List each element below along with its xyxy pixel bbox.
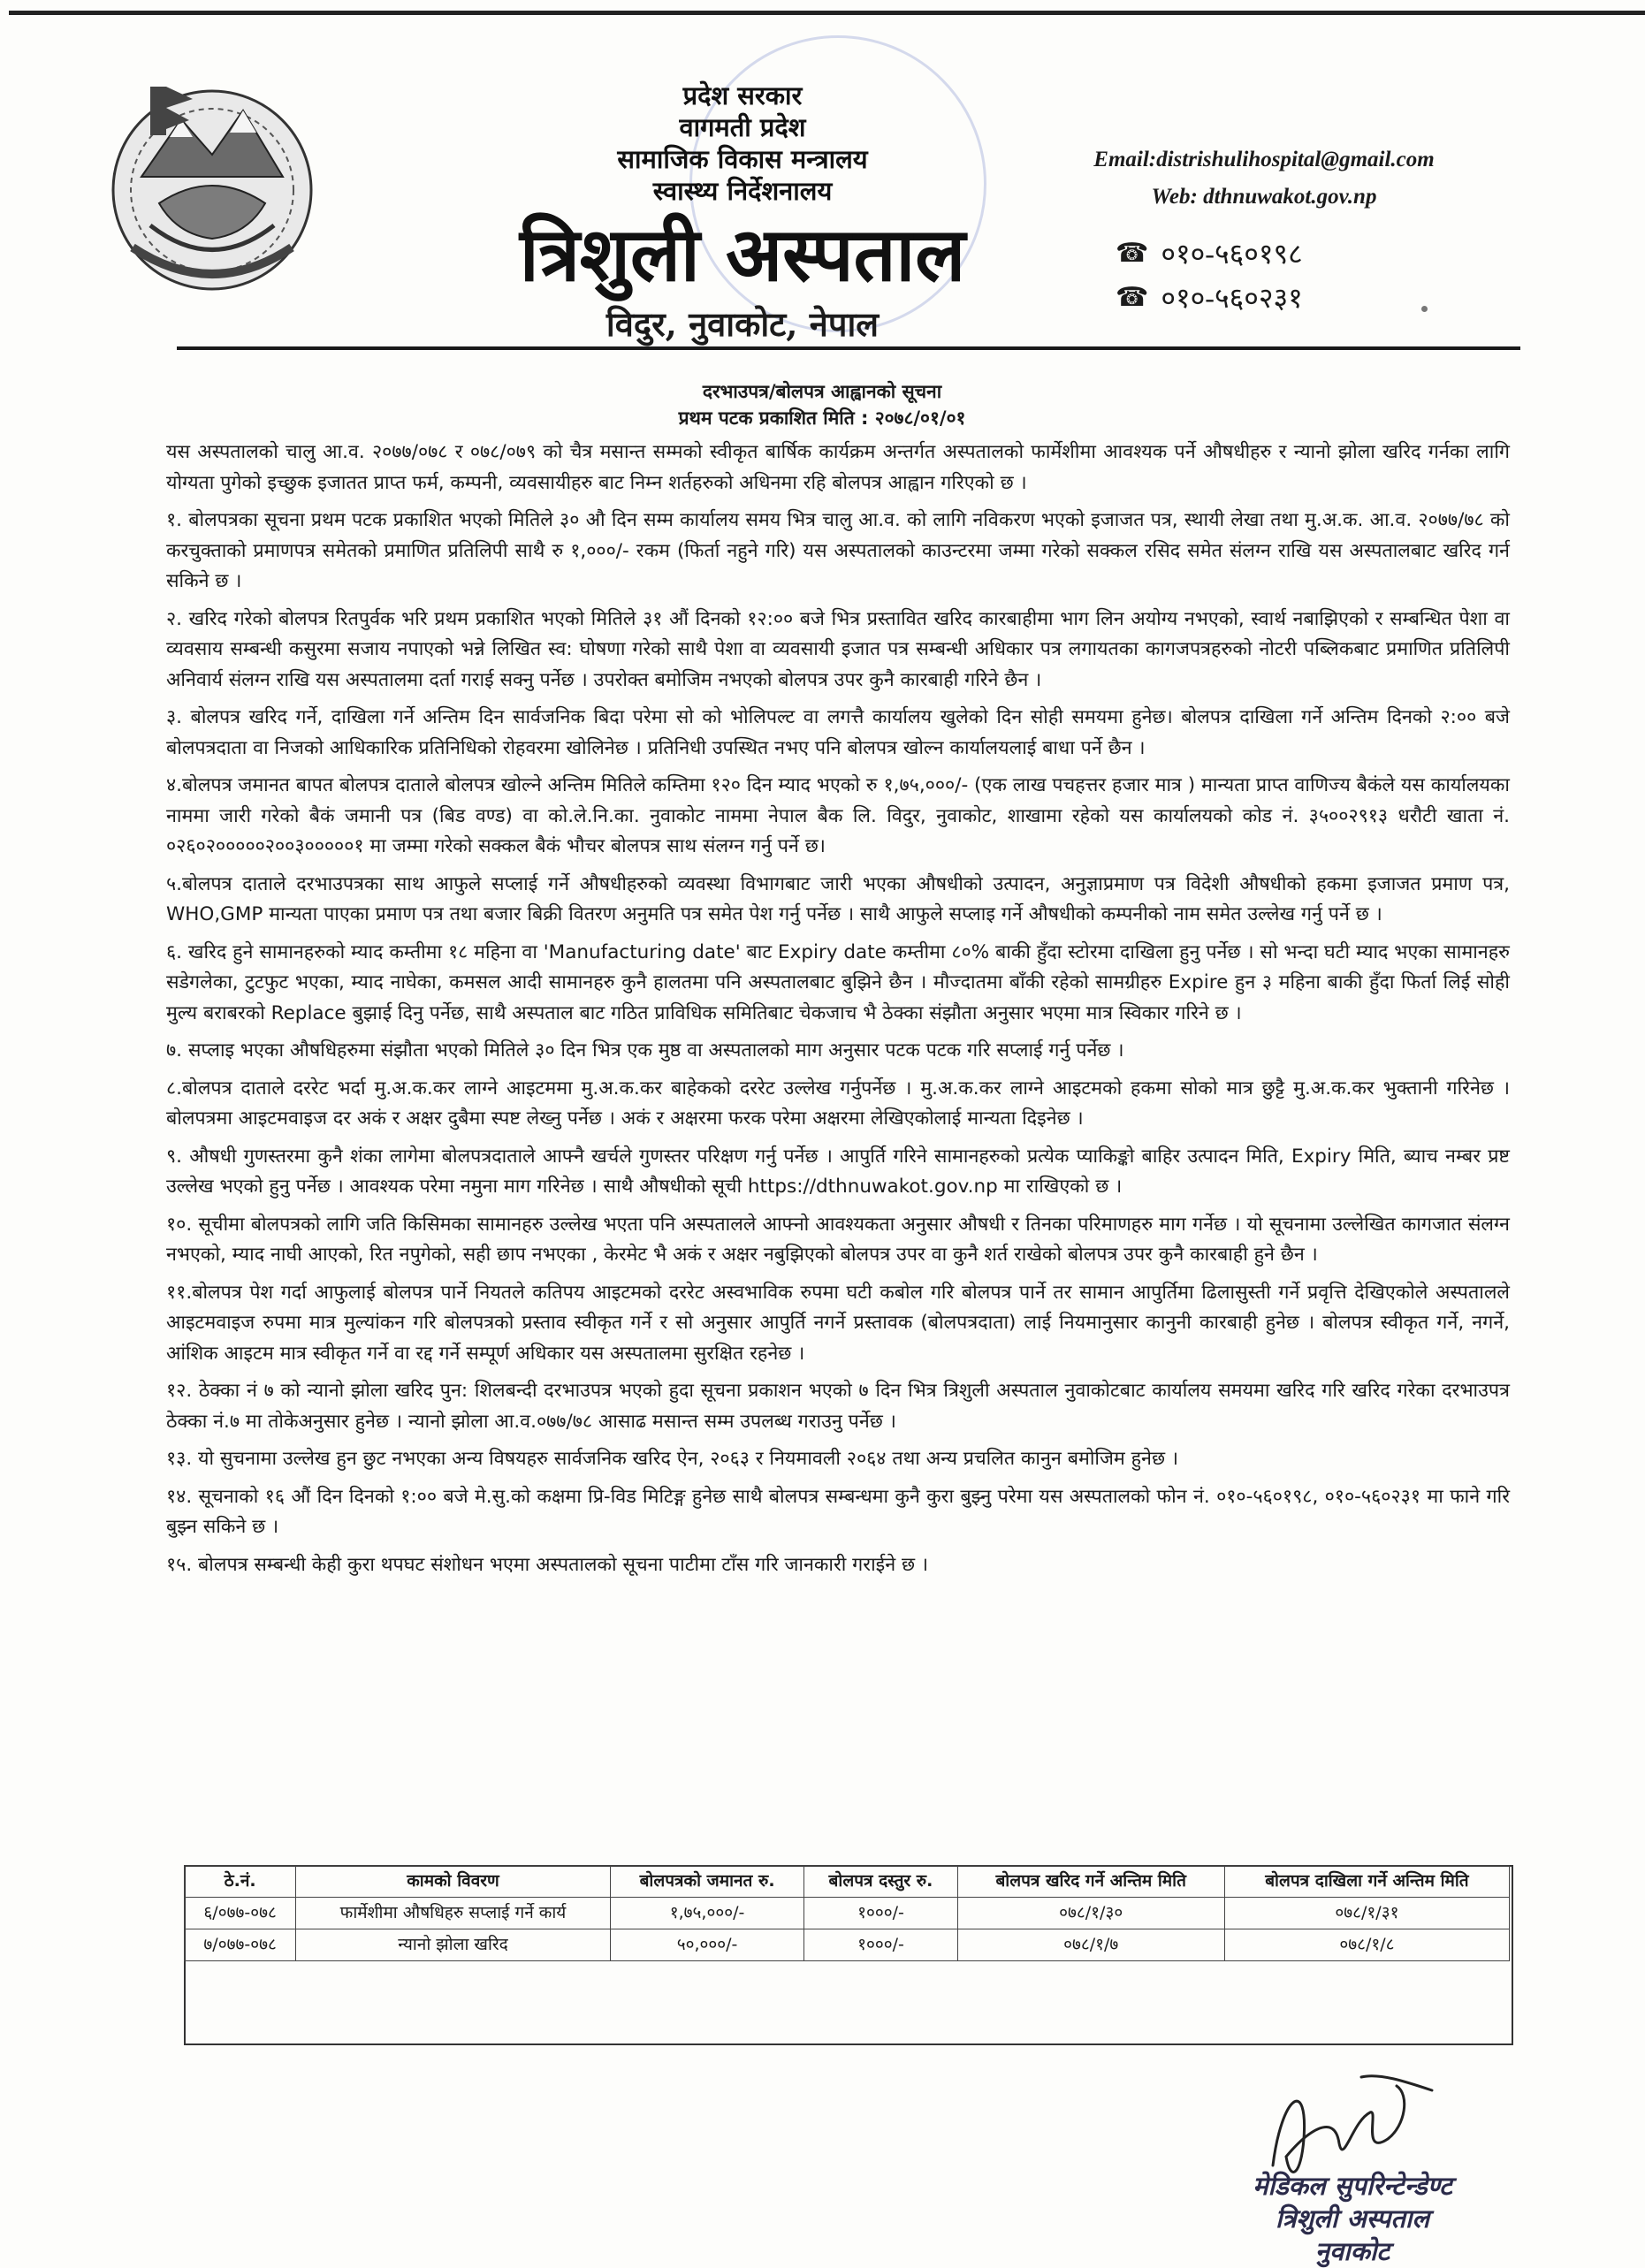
tender-table [184,1865,1510,1961]
gov-line-1: प्रदेश सरकार [682,80,803,110]
table-row [185,1929,1510,1961]
contact-block [1078,141,1450,216]
hospital-location: विदुर, नुवाकोट, नेपाल [605,304,880,344]
condition-10: १०. सूचीमा बोलपत्रको लागि जति किसिमका सामानहरु उल्लेख भएता पनि अस्पतालले आफ्नो आवश्यकता अनुसार औषधी र तिनका परिमाणहरु माग गर्नेछ । यो सूचनामा उल्लेखित कागजात संलग्न नभएको, म्याद नाघी आएको, रित नपुगेको, सही छाप नभएका , केरमेट भै अकं र अक्षर नबुझिएको बोलपत्र उपर वा कुनै शर्त राखेको बोलपत्र उपर कुनै कारबाही हुने छैन । [166,1213,1510,1266]
notice-heading [495,378,1149,431]
gov-line-4: स्वास्थ्य निर्देशनालय [652,176,833,206]
cell-bid-fee: १०००/- [804,1898,957,1929]
condition-13: १३. यो सुचनामा उल्लेख हुन छुट नभएका अन्य विषयहरु सार्वजनिक खरिद ऐन, २०६३ र नियमावली २०६४ तथा अन्य प्रचलित कानुन बमोजिम हुनेछ । [166,1448,1179,1470]
seal-hospital: त्रिशुली अस्पताल [1275,2203,1430,2234]
condition-14: १४. सूचनाको १६ औं दिन दिनको १:०० बजे मे.सु.को कक्षमा प्रि-विड मिटिङ्ग हुनेछ साथै बोलपत्र सम्बन्धमा कुनै कुरा बुझ्नु परेमा यस अस्पतालको फोन नं. ०१०-५६०१९८, ०१०-५६०२३१ मा फाने गरि बुझ्न सकिने छ । [166,1485,1510,1538]
condition-6: ६. खरिद हुने सामानहरुको म्याद कम्तीमा १८ महिना वा 'Manufacturing date' बाट Expiry date कम्तीमा ८०% बाकी हुँदा स्टोरमा दाखिला हुनु पर्नेछ । सो भन्दा घटी म्याद भएका सामानहरु सडेगलेका, टुटफुट भएका, म्याद नाघेका, कमसल आदी सामानहरु कुनै हालतमा पनि अस्पतालबाट बुझिने छैन । मौज्दातमा बाँकी रहेको सामग्रीहरु Expire हुन ३ महिना बाकी हुँदा फिर्ता लिई सोही मुल्य बराबरको Replace बुझाई दिनु पर्नेछ, साथै अस्पताल बाट गठित प्राविधिक समितिबाट चेकजाच भै ठेक्का संझौता अनुसार भएमा मात्र स्विकार गरिने छ । [166,940,1510,1024]
cell-contract-no: ७/०७७-०७८ [185,1929,296,1961]
cell-description: न्यानो झोला खरिद [296,1929,610,1961]
col-contract-no: ठे.नं. [185,1866,296,1898]
condition-7: ७. सप्लाइ भएका औषधिहरुमा संझौता भएको मितिले ३० दिन भित्र एक मुष्ठ वा अस्पतालको माग अनुसार पटक पटक गरि सप्लाई गर्नु पर्नेछ । [166,1039,1124,1062]
phone-row-2 [1116,276,1303,320]
top-border-line [9,11,1645,15]
cell-bid-fee: १०००/- [804,1929,957,1961]
condition-11: ११.बोलपत्र पेश गर्दा आफुलाई बोलपत्र पार्ने नियतले कतिपय आइटमको दररेट अस्वभाविक रुपमा घटी कबोल गरि बोलपत्र पार्ने तर सामान आपुर्तिमा ढिलासुस्ती गर्ने प्रवृत्ति देखिएकोले अस्पतालले आइटमवाइज रुपमा मात्र मुल्यांकन गरि बोलपत्रको प्रस्ताव स्वीकृत गर्ने र सो अनुसार आपुर्ति नगर्ने प्रस्तावक (बोलपत्रदाता) लाई नियमानुसार कानुनी कारबाही हुनेछ । बोलपत्र स्वीकृत गर्ने, नगर्ने, आंशिक आइटम मात्र स्वीकृत गर्ने वा रद्द गर्ने सम्पूर्ण अधिकार यस अस्पतालमा सुरक्षित रहनेछ । [166,1281,1510,1365]
phone-row-1 [1116,232,1303,276]
col-purchase-deadline: बोलपत्र खरिद गर्ने अन्तिम मिति [957,1866,1224,1898]
cell-description: फार्मेशीमा औषधिहरु सप्लाई गर्ने कार्य [296,1898,610,1929]
condition-15: १५. बोलपत्र सम्बन्धी केही कुरा थपघट संशोधन भएमा अस्पतालको सूचना पाटीमा टाँस गरि जानकारी गराईने छ । [166,1553,929,1576]
gov-line-2: वागमती प्रदेश [679,112,806,142]
notice-body [166,438,1510,1587]
telephone-icon: ☎ [1116,283,1149,312]
condition-1: १. बोलपत्रका सूचना प्रथम पटक प्रकाशित भएको मितिले ३० औ दिन सम्म कार्यालय समय भित्र चालु आ.व. को लागि नविकरण भएको इजाजत पत्र, स्थायी लेखा तथा मु.अ.क. आ.व. २०७७/७८ को करचुक्ताको प्रमाणपत्र समेतको प्रमाणित प्रतिलिपी साथै रु १,०००/- रकम (फिर्ता नहुने गरि) यस अस्पतालको काउन्टरमा जम्मा गरेको सक्कल रसिद समेत संलग्न राखि यस अस्पतालबाट खरिद गर्न सकिने छ । [166,509,1510,592]
condition-2: २. खरिद गरेको बोलपत्र रितपुर्वक भरि प्रथम प्रकाशित भएको मितिले ३१ औं दिनको १२:०० बजे भित्र प्रस्तावित खरिद कारबाहीमा भाग लिन अयोग्य नभएको, स्वार्थ नबाझिएको र सम्बन्धित पेशा वा व्यवसाय सम्बन्धी कसुरमा सजाय नपाएको भन्ने लिखित स्व: घोषणा गरेको साथै पेशा वा व्यवसायी इजात पत्र सम्बन्धी अधिकार पत्र लगायतका कागजपत्रहरुको नोटरी पब्लिकबाट प्रमाणित प्रतिलिपी अनिवार्य संलग्न राखि यस अस्पतालमा दर्ता गराई सक्नु पर्नेछ । उपरोक्त बमोजिम नभएको बोलपत्र उपर कुनै कारबाही गरिने छैन । [166,607,1510,691]
telephone-icon: ☎ [1116,239,1149,268]
hospital-name: त्रिशुली अस्पताल [519,210,966,298]
condition-8: ८.बोलपत्र दाताले दररेट भर्दा मु.अ.क.कर लाग्ने आइटममा मु.अ.क.कर बाहेकको दररेट उल्लेख गर्नुपर्नेछ । मु.अ.क.कर लाग्ने आइटमको हकमा सोको मात्र छुट्टै मु.अ.क.कर भुक्तानी गरिनेछ । बोलपत्रमा आइटमवाइज दर अकं र अक्षर दुबैमा स्पष्ट लेख्नु पर्नेछ । अकं र अक्षरमा फरक परेमा अक्षरमा लेखिएकोलाई मान्यता दिइनेछ । [166,1077,1510,1130]
phone-number-1: ०१०-५६०१९८ [1161,238,1303,270]
col-bid-security: बोलपत्रको जमानत रु. [610,1866,804,1898]
ink-dot [1421,306,1428,312]
col-bid-fee: बोलपत्र दस्तुर रु. [804,1866,957,1898]
table-header-row [185,1866,1510,1898]
condition-5: ५.बोलपत्र दाताले दरभाउपत्रका साथ आफुले सप्लाई गर्ने औषधीहरुको व्यवस्था विभागबाट जारी भएका औषधीको उत्पादन, अनुज्ञाप्रमाण पत्र विदेशी औषधीको हकमा इजाजत प्रमाण पत्र, WHO,GMP मान्यता पाएका प्रमाण पत्र तथा बजार बिक्री वितरण अनुमति पत्र समेत पेश गर्नु पर्नेछ । साथै आफुले सप्लाइ गर्ने औषधीको कम्पनीको नाम समेत उल्लेख गर्नु पर्ने छ । [166,872,1510,925]
nepal-emblem-icon [97,71,327,301]
col-description: कामको विवरण [296,1866,610,1898]
condition-9: ९. औषधी गुणस्तरमा कुनै शंका लागेमा बोलपत्रदाताले आफ्नै खर्चले गुणस्तर परिक्षण गर्नु पर्नेछ । आपुर्ति गरिने सामानहरुको प्रत्येक प्याकिङ्को बाहिर उत्पादन मिति, Expiry मिति, ब्याच नम्बर प्रष्ट उल्लेख भएको हुनु पर्नेछ । आवश्यक परेमा नमुना माग गरिनेछ । साथै औषधीको सूची https://dthnuwakot.gov.np मा राखिएको छ । [166,1145,1510,1198]
header-divider [177,346,1520,350]
table-row [185,1898,1510,1929]
cell-submission-deadline: ०७८/१/८ [1224,1929,1509,1961]
cell-bid-security: ५०,०००/- [610,1929,804,1961]
email-text: Email:distrishulihospital@gmail.com [1093,148,1435,171]
seal-title: मेडिकल सुपरिन्टेन्डेण्ट [1253,2171,1452,2201]
cell-purchase-deadline: ०७८/१/३० [957,1898,1224,1929]
condition-3: ३. बोलपत्र खरिद गर्ने, दाखिला गर्ने अन्तिम दिन सार्वजनिक बिदा परेमा सो को भोलिपल्ट वा लगत्तै कार्यालय खुलेको दिन सोही समयमा हुनेछ। बोलपत्र दाखिला गर्ने अन्तिम दिनको २:०० बजे बोलपत्रदाता वा निजको आधिकारिक प्रतिनिधिको रोहवरमा खोलिनेछ । प्रतिनिधी उपस्थित नभए पनि बोलपत्र खोल्न कार्यालयलाई बाधा पर्ने छैन । [166,706,1510,759]
web-text: Web: dthnuwakot.gov.np [1151,185,1377,209]
cell-submission-deadline: ०७८/१/३१ [1224,1898,1509,1929]
phone-block [1116,232,1303,320]
col-submission-deadline: बोलपत्र दाखिला गर्ने अन्तिम मिति [1224,1866,1509,1898]
seal-district: नुवाकोट [1314,2236,1390,2266]
phone-number-2: ०१०-५६०२३१ [1161,282,1303,314]
condition-12: १२. ठेक्का नं ७ को न्यानो झोला खरिद पुन: शिलबन्दी दरभाउपत्र भएको हुदा सूचना प्रकाशन भएको ७ दिन भित्र त्रिशुली अस्पताल नुवाकोटबाट कार्यालय समयमा खरिद गरि खरिद गरेका दरभाउपत्र ठेक्का नं.७ मा तोकेअनुसार हुनेछ । न्यानो झोला आ.व.०७७/७८ आसाढ मसान्त सम्म उपलब्ध गराउनु पर्नेछ । [166,1380,1510,1433]
intro-paragraph: यस अस्पतालको चालु आ.व. २०७७/०७८ र ०७८/०७९ को चैत्र मसान्त सम्मको स्वीकृत बार्षिक कार्यक्रम अन्तर्गत अस्पतालको फार्मेशीमा आवश्यक पर्ने औषधीहरु र न्यानो झोला खरिद गर्नका लागि योग्यता पुगेको इच्छुक इजातत प्राप्त फर्म, कम्पनी, व्यवसायीहरु बाट निम्न शर्तहरुको अधिनमा रहि बोलपत्र आह्वान गरिएको छ । [166,441,1510,494]
cell-contract-no: ६/०७७-०७८ [185,1898,296,1929]
cell-bid-security: १,७५,०००/- [610,1898,804,1929]
gov-line-3: सामाजिक विकास मन्त्रालय [617,144,868,174]
cell-purchase-deadline: ०७८/१/७ [957,1929,1224,1961]
official-seal [1167,2170,1538,2268]
publish-date: प्रथम पटक प्रकाशित मिति : २०७८/०१/०१ [678,407,966,429]
notice-title: दरभाउपत्र/बोलपत्र आह्वानको सूचना [702,381,942,402]
letterhead [495,80,990,346]
condition-4: ४.बोलपत्र जमानत बापत बोलपत्र दाताले बोलपत्र खोल्ने अन्तिम मितिले कम्तिमा १२० दिन म्याद भएको रु १,७५,०००/- (एक लाख पचहत्तर हजार मात्र ) मान्यता प्राप्त वाणिज्य बैकंले यस कार्यालयका नाममा जारी गरेको बैकं जमानी पत्र (बिड वण्ड) वा को.ले.नि.का. नुवाकोट नाममा नेपाल बैक लि. विदुर, नुवाकोट, शाखामा रहेको यस कार्यालयको कोड नं. ३५००२९१३ धरौटी खाता नं. ०२६०२०००००२००३०००००१ मा जम्मा गरेको सक्कल बैकं भौचर बोलपत्र साथ संलग्न गर्नु पर्ने छ। [166,774,1510,857]
